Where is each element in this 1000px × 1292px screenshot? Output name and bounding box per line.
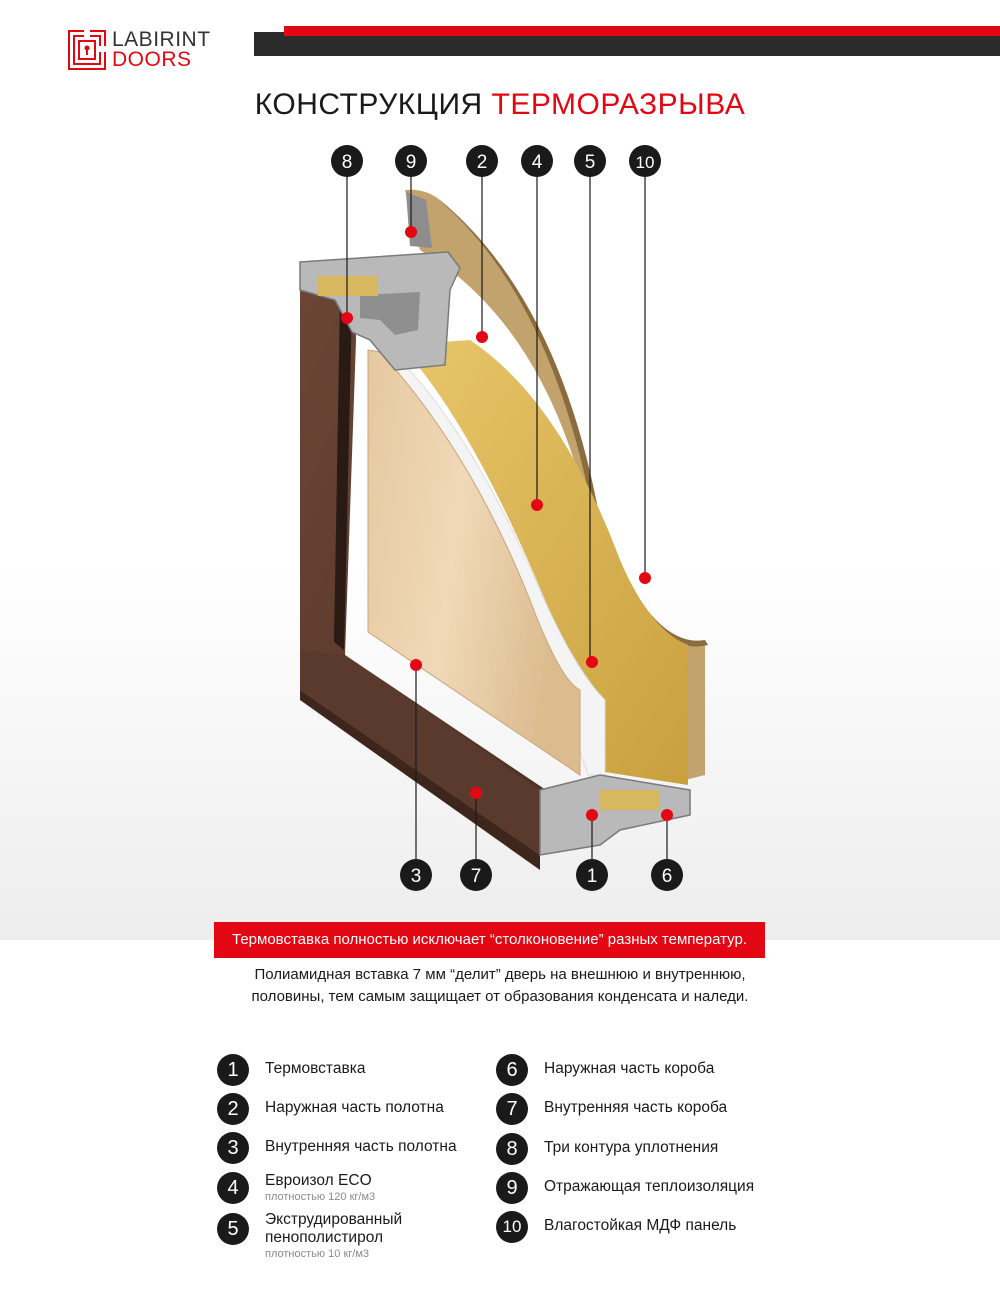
svg-text:10: 10 [635, 153, 655, 172]
callout-10 [629, 145, 661, 177]
legend-label: Термовставка [265, 1060, 366, 1077]
door-cross-section-diagram [0, 130, 1000, 900]
legend-sublabel: плотностью 120 кг/м3 [265, 1191, 376, 1203]
legend-label: Евроизол ECO [265, 1172, 372, 1189]
labyrinth-logo-icon [68, 30, 106, 70]
note-line1: Полиамидная вставка 7 мм “делит” дверь на внешнюю и внутреннюю, [254, 966, 746, 983]
title-black: КОНСТРУКЦИЯ [254, 88, 492, 121]
bottom-profile-insert [600, 790, 660, 810]
svg-text:3: 3 [410, 866, 422, 887]
legend-label-line2: пенополистирол [265, 1229, 384, 1246]
header-stripe-red [284, 26, 1000, 36]
legend-number: 9 [496, 1172, 528, 1204]
callout-1 [576, 859, 608, 891]
legend-label: Внутренняя часть полотна [265, 1138, 457, 1155]
svg-text:6: 6 [661, 866, 673, 887]
title-red: ТЕРМОРАЗРЫВА [491, 88, 746, 121]
svg-text:1: 1 [586, 866, 598, 887]
callout-3 [400, 859, 432, 891]
callout-8 [331, 145, 363, 177]
legend-label: Отражающая теплоизоляция [544, 1178, 755, 1195]
legend-label: Влагостойкая МДФ панель [544, 1217, 737, 1234]
svg-text:7: 7 [470, 866, 482, 887]
legend-number: 2 [217, 1093, 249, 1125]
legend-number: 3 [217, 1132, 249, 1164]
description-note [200, 964, 800, 1008]
callout-2 [466, 145, 498, 177]
callout-7 [460, 859, 492, 891]
brand-logo[interactable] [68, 30, 218, 72]
page-title [0, 88, 1000, 122]
svg-text:2: 2 [476, 152, 488, 173]
svg-text:4: 4 [531, 152, 543, 173]
top-profile-insert [318, 276, 378, 296]
legend-number: 4 [217, 1172, 249, 1204]
brand-line2: DOORS [112, 48, 192, 71]
legend-label: Экструдированный [265, 1211, 403, 1228]
callout-4 [521, 145, 553, 177]
callout-6 [651, 859, 683, 891]
note-line2: половины, тем самым защищает от образования конденсата и наледи. [251, 988, 749, 1005]
callout-9 [395, 145, 427, 177]
legend-label: Наружная часть полотна [265, 1099, 444, 1116]
legend-number: 5 [217, 1213, 249, 1245]
svg-text:8: 8 [341, 152, 353, 173]
svg-text:5: 5 [584, 152, 596, 173]
legend-label: Наружная часть короба [544, 1060, 715, 1077]
legend-sublabel: плотностью 10 кг/м3 [265, 1248, 370, 1260]
highlight-banner: Термовставка полностью исключает “столконовение” разных температур. [214, 922, 765, 958]
legend-number: 10 [496, 1211, 528, 1243]
brand-line1: LABIRINT [112, 28, 211, 51]
legend-label: Внутренняя часть короба [544, 1099, 728, 1116]
legend-label: Три контура уплотнения [544, 1139, 719, 1156]
legend-number: 6 [496, 1054, 528, 1086]
svg-text:9: 9 [405, 152, 417, 173]
legend-number: 1 [217, 1054, 249, 1086]
brand-name [112, 30, 211, 70]
legend-number: 7 [496, 1093, 528, 1125]
callout-5 [574, 145, 606, 177]
legend-number: 8 [496, 1133, 528, 1165]
